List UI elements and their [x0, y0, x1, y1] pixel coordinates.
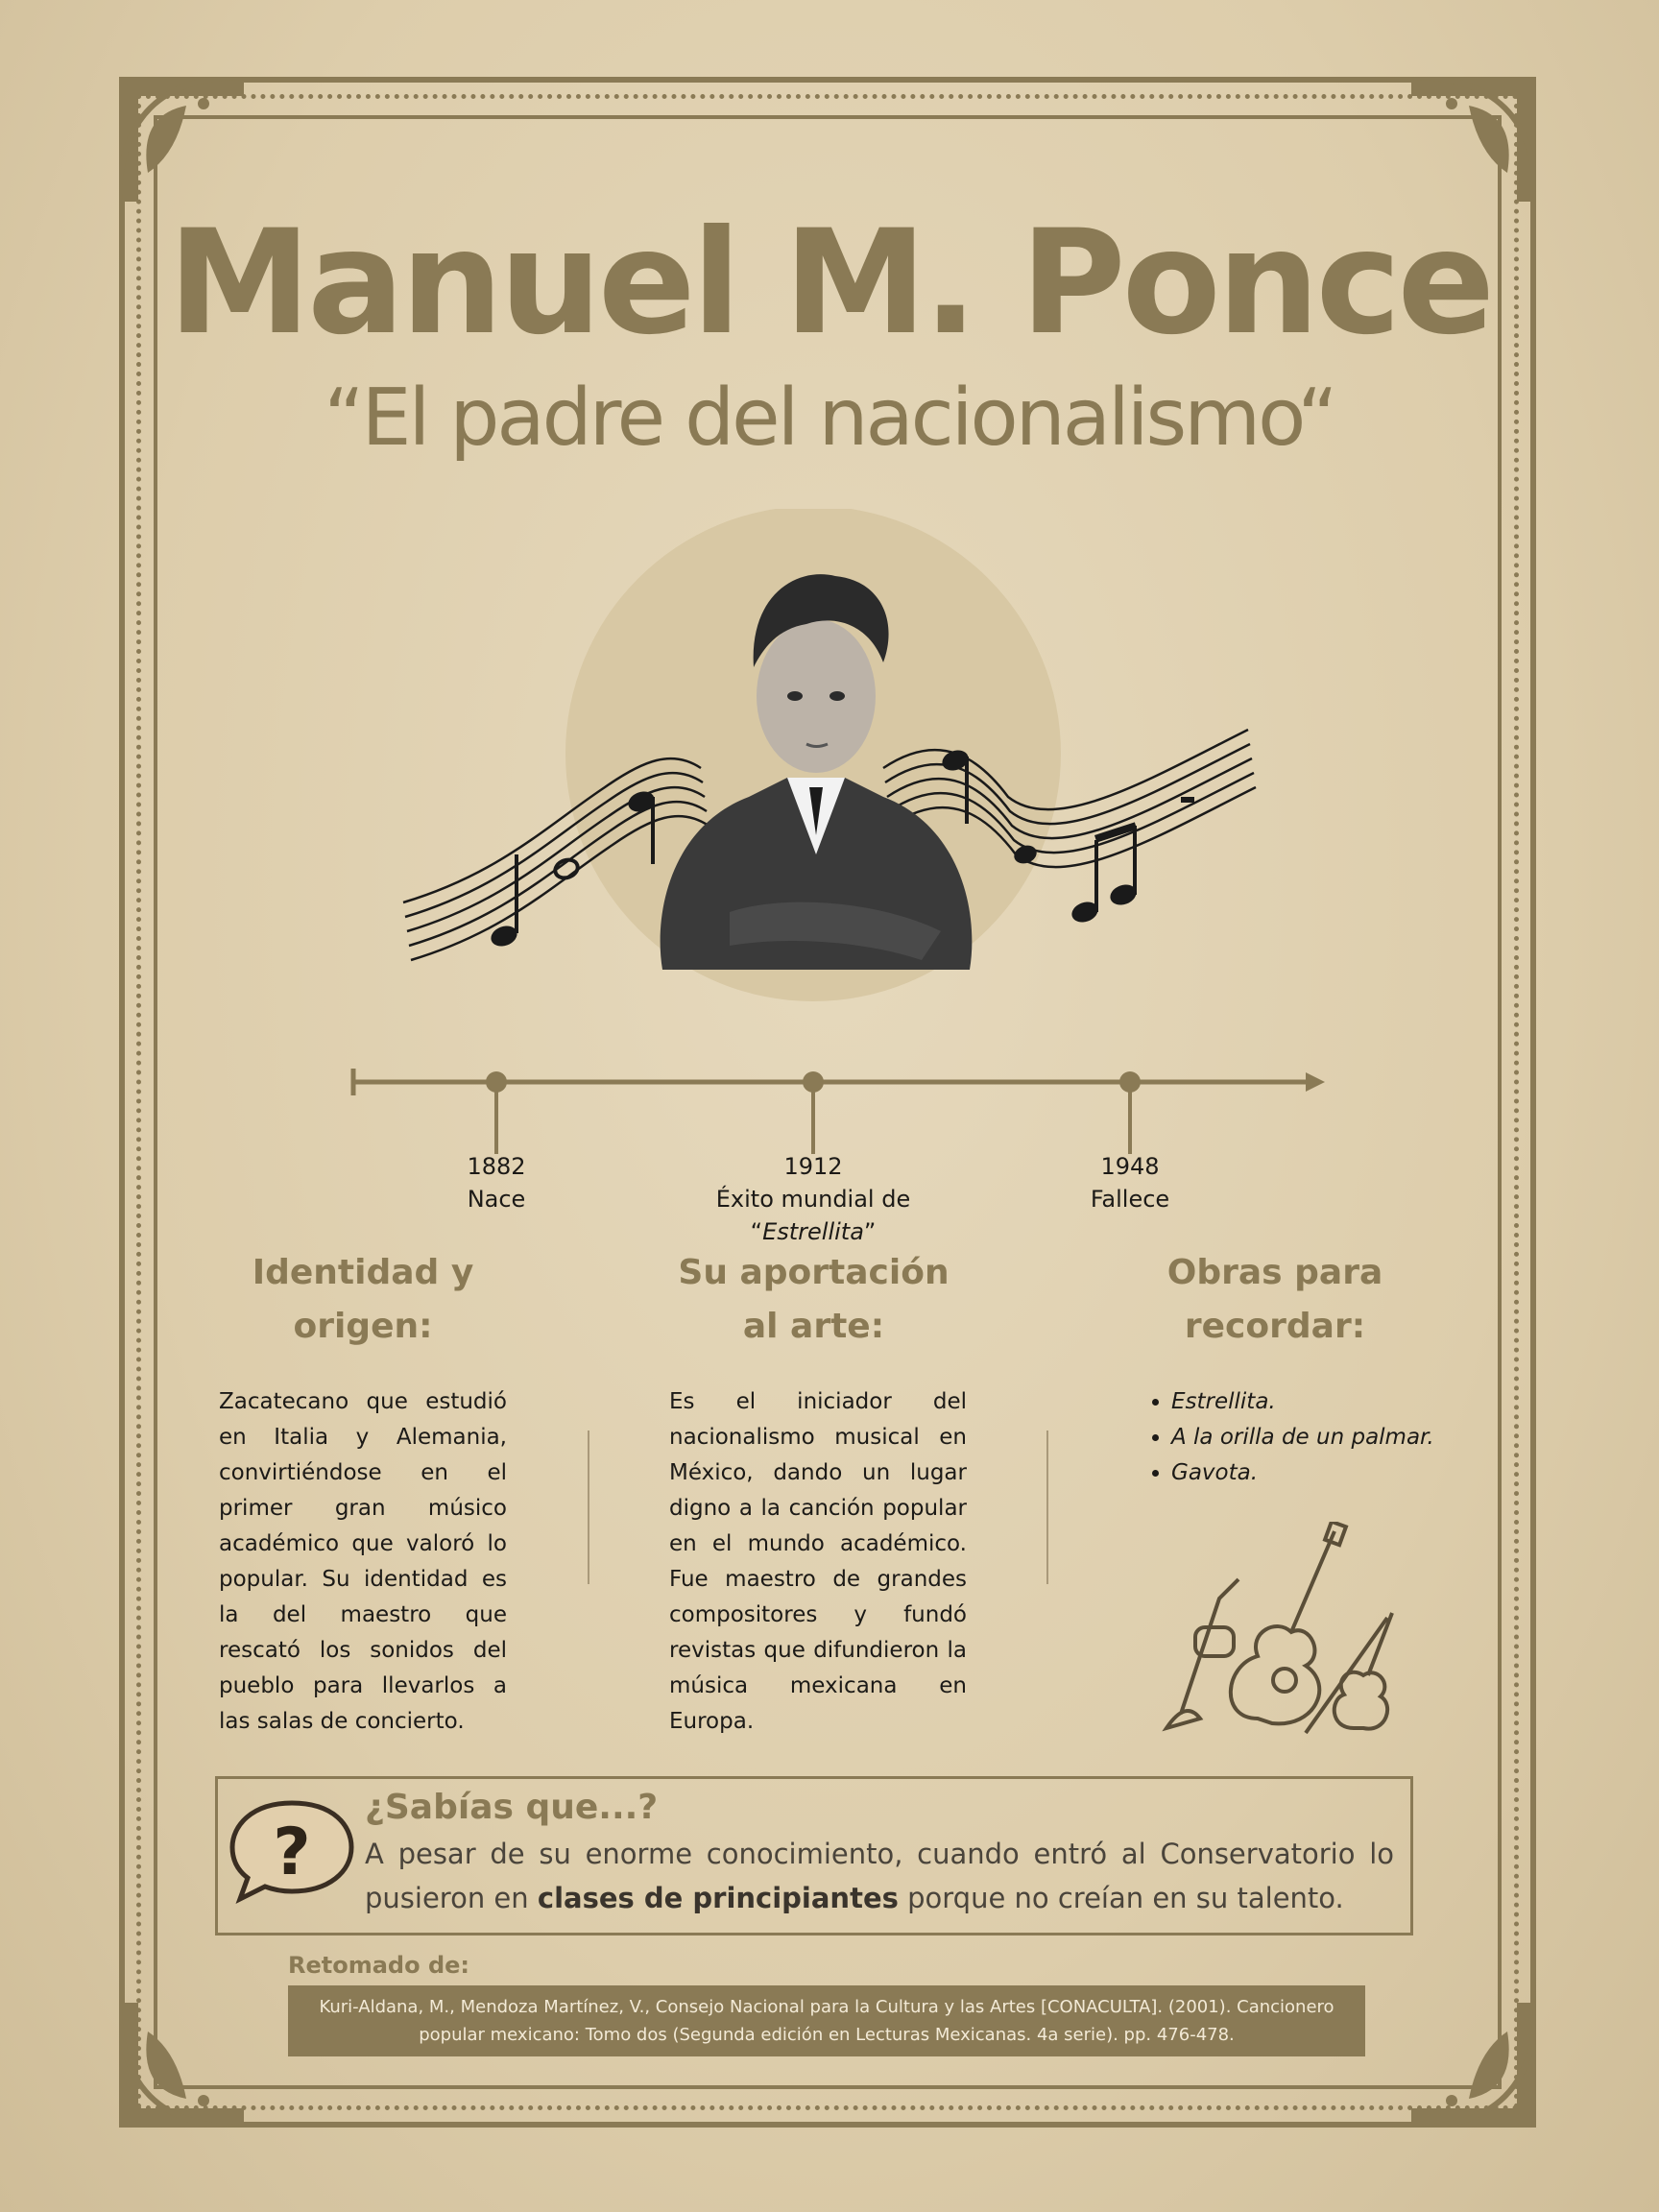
timeline-tick	[811, 1082, 815, 1154]
list-item: • Estrellita.	[1171, 1384, 1445, 1420]
question-bubble-icon	[228, 1797, 355, 1905]
timeline-event-label: Éxito mundial de	[715, 1186, 911, 1213]
timeline-event-1948	[1005, 1150, 1255, 1215]
identity-body: Zacatecano que estudió en Italia y Alemania, convirtiéndose en el primer gran músico académico que valoró lo popular. Su identidad es la del maestro que rescató los sonidos del pueblo para llevarlos a las salas de concierto.	[219, 1389, 507, 1734]
timeline-event-label: Fallece	[1090, 1186, 1170, 1213]
works-heading	[1131, 1246, 1419, 1354]
timeline-event-label: Nace	[467, 1186, 526, 1213]
fact-text-after: porque no creían en su talento.	[898, 1882, 1344, 1914]
timeline-event-1912	[688, 1150, 938, 1248]
fact-text-before: A pesar de su enorme conocimiento, cuando entró al Conservatorio lo pusieron en	[365, 1838, 1394, 1914]
timeline-year: 1912	[783, 1153, 843, 1180]
column-divider	[1046, 1431, 1048, 1584]
contribution-heading-line1: Su aportación	[678, 1253, 950, 1292]
works-heading-line2: recordar:	[1184, 1307, 1366, 1346]
reference-citation: Kuri-Aldana, M., Mendoza Martínez, V., Consejo Nacional para la Cultura y las Artes [CONACULTA]. (2001). Cancionero popular mexicano: Tomo dos (Segunda edición en Lecturas Mexicanas. 4a serie). pp. 476-478.	[288, 1985, 1365, 2056]
fact-title: ¿Sabías que...?	[365, 1788, 659, 1827]
portrait-illustration	[384, 509, 1267, 1008]
svg-text:?: ?	[273, 1815, 311, 1890]
corner-ornament-icon	[119, 2003, 244, 2128]
timeline-tick	[1128, 1082, 1132, 1154]
list-item: • A la orilla de un palmar.	[1171, 1420, 1445, 1455]
identity-heading	[219, 1246, 507, 1354]
timeline-tick	[494, 1082, 498, 1154]
timeline-year: 1948	[1100, 1153, 1160, 1180]
identity-heading-line1: Identidad y	[252, 1253, 474, 1292]
timeline-year: 1882	[467, 1153, 526, 1180]
contribution-heading	[662, 1246, 965, 1354]
identity-heading-line2: origen:	[293, 1307, 433, 1346]
contribution-heading-line2: al arte:	[742, 1307, 885, 1346]
list-item: • Gavota.	[1171, 1455, 1445, 1491]
fact-text-bold: clases de principiantes	[537, 1882, 899, 1914]
page-title: Manuel M. Ponce	[167, 200, 1492, 367]
reference-label: Retomado de:	[288, 1952, 469, 1979]
page-subtitle: “El padre del nacionalismo“	[324, 373, 1335, 464]
corner-ornament-icon	[1411, 77, 1536, 202]
timeline-event-1882	[372, 1150, 621, 1215]
corner-ornament-icon	[119, 77, 244, 202]
instruments-icon	[1152, 1522, 1402, 1738]
works-heading-line1: Obras para	[1166, 1253, 1383, 1292]
corner-ornament-icon	[1411, 2003, 1536, 2128]
column-divider	[588, 1431, 589, 1584]
works-list	[1148, 1384, 1445, 1491]
timeline-event-work: “Estrellita”	[750, 1218, 877, 1245]
timeline-event-italic: Estrellita	[762, 1218, 864, 1245]
fact-text	[365, 1832, 1394, 1920]
contribution-body: Es el iniciador del nacionalismo musical en México, dando un lugar digno a la canción popular en el mundo académico. Fue maestro de grandes compositores y fundó revistas que difundieron la música mexicana en Europa.	[669, 1389, 967, 1734]
